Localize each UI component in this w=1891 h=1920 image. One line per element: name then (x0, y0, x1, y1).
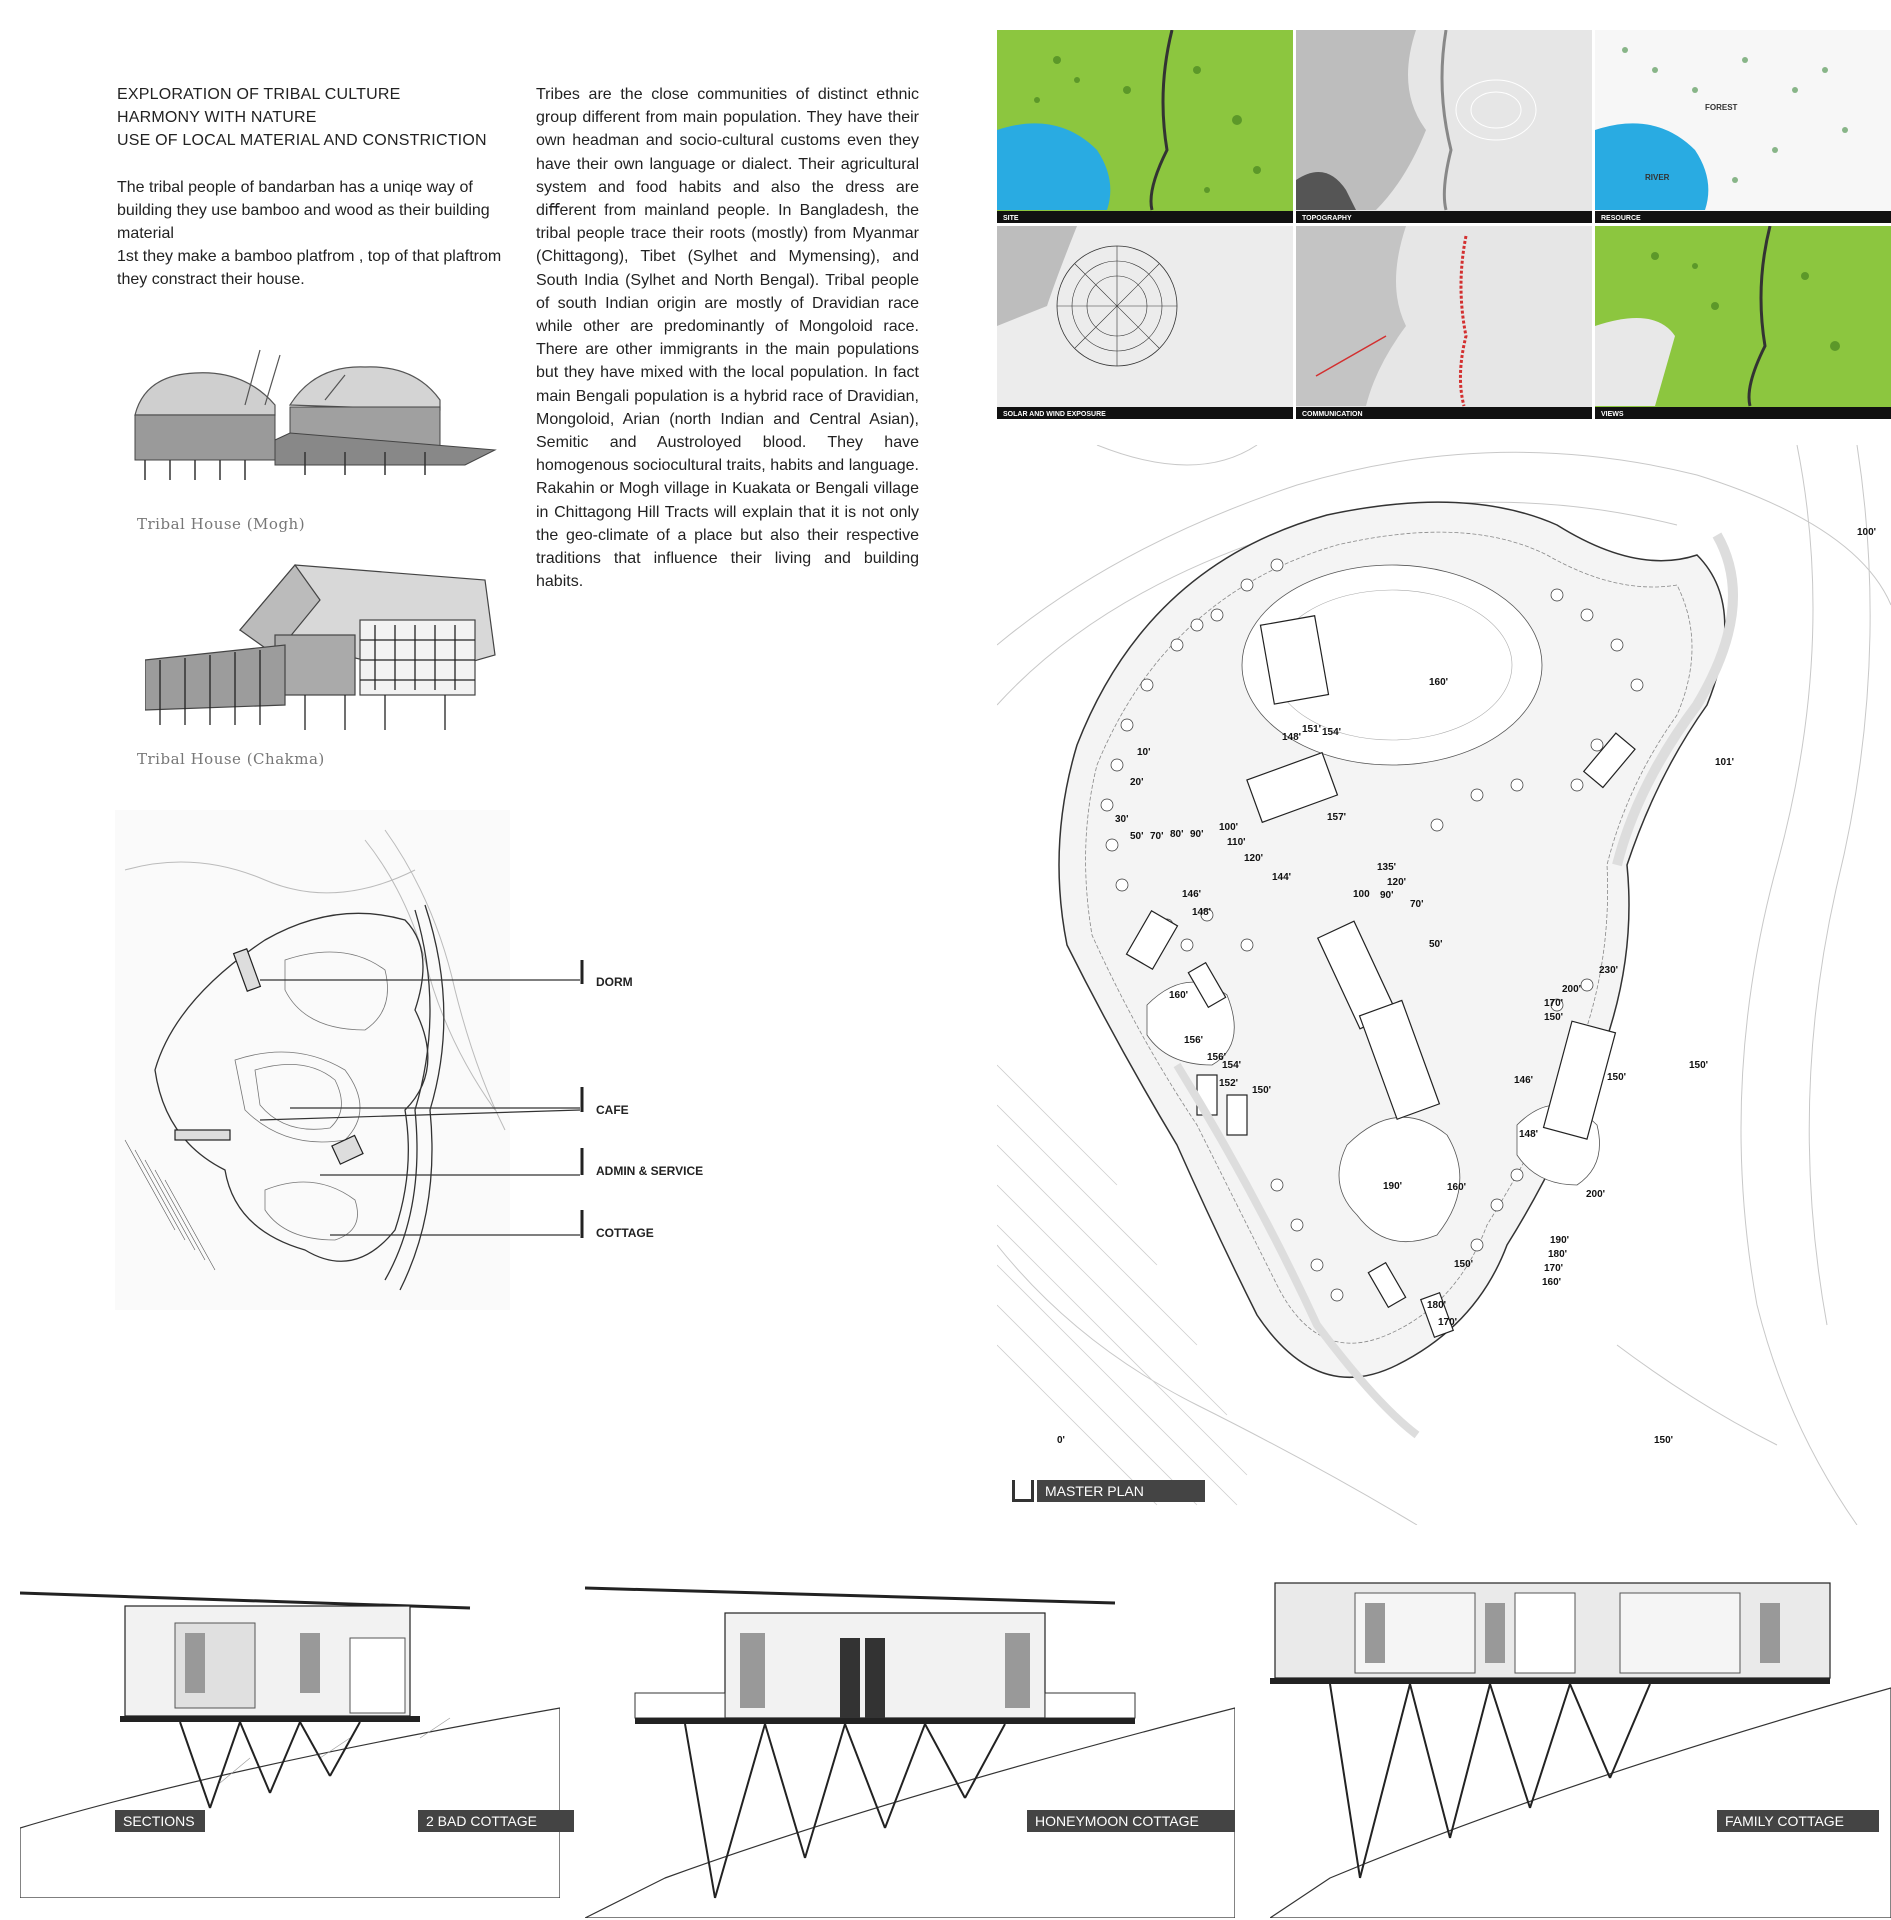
dorm-label: DORM (596, 975, 633, 989)
level-label: 80' (1170, 829, 1184, 840)
level-label: 70' (1150, 831, 1164, 842)
level-label: 148' (1519, 1129, 1539, 1140)
level-label: 156' (1207, 1052, 1227, 1063)
level-label: 154' (1222, 1060, 1242, 1071)
level-label: 100' (1219, 822, 1239, 833)
level-label: 148' (1192, 907, 1212, 918)
level-label: 160' (1542, 1277, 1562, 1288)
master-plan-drawing (997, 445, 1891, 1525)
level-label: 70' (1410, 899, 1424, 910)
level-label: 156' (1184, 1035, 1204, 1046)
level-label: 144' (1272, 872, 1292, 883)
level-label: 110' (1227, 837, 1246, 848)
level-label: 157' (1327, 812, 1347, 823)
views-panel-caption: VIEWS (1601, 411, 1624, 418)
two-bed-cottage-section (20, 1578, 560, 1898)
river-label: RIVER (1645, 173, 1670, 182)
intro-text (117, 176, 502, 291)
level-label: 151' (1302, 724, 1322, 735)
forest-label: FOREST (1705, 103, 1738, 112)
level-label: 160' (1447, 1182, 1467, 1193)
level-label: 146' (1182, 889, 1202, 900)
communication-analysis-panel (1296, 226, 1592, 419)
heading-line-2: HARMONY WITH NATURE (117, 109, 317, 126)
solar-wind-analysis-panel (997, 226, 1293, 419)
mogh-house-caption: Tribal House (Mogh) (137, 515, 306, 533)
site-analysis-panel (997, 30, 1293, 223)
solar-wind-panel-caption: SOLAR AND WIND EXPOSURE (1003, 411, 1106, 418)
views-analysis-panel (1595, 226, 1891, 419)
level-label: 30' (1115, 814, 1129, 825)
level-label: 190' (1550, 1235, 1570, 1246)
level-label: 150' (1689, 1060, 1709, 1071)
level-label: 190' (1383, 1181, 1403, 1192)
level-label: 200' (1562, 984, 1582, 995)
level-label: 170' (1438, 1317, 1458, 1328)
level-label: 150' (1454, 1259, 1474, 1270)
resource-panel-caption: RESOURCE (1601, 215, 1641, 222)
level-label: 100 (1353, 889, 1370, 900)
topography-analysis-panel (1296, 30, 1592, 223)
level-label: 160' (1429, 677, 1449, 688)
heading-line-3: USE OF LOCAL MATERIAL AND CONSTRICTION (117, 132, 487, 149)
communication-panel-caption: COMMUNICATION (1302, 411, 1363, 418)
mogh-house-sketch (125, 345, 505, 490)
level-label: 0' (1057, 1435, 1065, 1446)
topography-panel-caption: TOPOGRAPHY (1302, 215, 1352, 222)
level-label: 152' (1219, 1078, 1239, 1089)
essay-text: Tribes are the close communities of distinct ethnic group different from main population. They have their own headman and socio-cultural customs even they have their own language or dialect. Their agricultural system and food habits and also the dress are diﬀerent from mainland people. In Bangladesh, the tribal people trace their roots (mostly) from Myanmar (Chittagong), Tibet (Sylhet and Mymensing), and South India (Sylhet and North Bengal). Tribal people of south Indian origin are mostly of Dravidian race while other are predominantly of Mongoloid race. There are other immigrants in the main populations but they have mixed with the local population. In fact main Bengali population is a hybrid race of Dravidian, Mongoloid, Arian (north Indian and Central Asian), Semitic and Austroloyed blood. They have homogenous sociocultural traits, habits and language. Rakahin or Mogh village in Kuakata or Bengali village in Chittagong Hill Tracts will explain that it is not only the geo-climate of a place but also their respective traditions that influence their living and building habits. (536, 86, 919, 591)
level-label: 10' (1137, 747, 1151, 758)
level-label: 200' (1586, 1189, 1606, 1200)
level-label: 20' (1130, 777, 1144, 788)
intro-paragraph-1: The tribal people of bandarban has a uniqe way of building they use bamboo and wood as their building material (117, 179, 490, 242)
level-label: 150' (1654, 1435, 1674, 1446)
level-label: 120' (1387, 877, 1407, 888)
level-label: 180' (1427, 1300, 1447, 1311)
sections-tab: SECTIONS (115, 1810, 205, 1832)
honeymoon-cottage-label: HONEYMOON COTTAGE (1027, 1810, 1235, 1832)
intro-paragraph-2: 1st they make a bamboo platfrom , top of that plaftrom they constract their house. (117, 248, 502, 288)
level-label: 148' (1282, 732, 1302, 743)
sketch-leader-lines (260, 950, 590, 1240)
level-label: 230' (1599, 965, 1619, 976)
master-plan-title: MASTER PLAN (1037, 1480, 1205, 1502)
cafe-label: CAFE (596, 1103, 629, 1117)
level-label: 90' (1380, 890, 1394, 901)
two-bed-cottage-label: 2 BAD COTTAGE (418, 1810, 574, 1832)
level-label: 150' (1252, 1085, 1272, 1096)
level-label: 101' (1715, 757, 1735, 768)
level-label: 170' (1544, 998, 1564, 1009)
master-plan-tab-icon (1012, 1480, 1034, 1502)
site-panel-caption: SITE (1003, 215, 1019, 222)
admin-service-label: ADMIN & SERVICE (596, 1164, 704, 1178)
level-label: 120' (1244, 853, 1264, 864)
family-cottage-section (1270, 1578, 1891, 1918)
level-label: 160' (1169, 990, 1189, 1001)
cottage-label: COTTAGE (596, 1226, 654, 1240)
level-label: 90' (1190, 829, 1204, 840)
chakma-house-caption: Tribal House (Chakma) (137, 750, 325, 768)
level-label: 50' (1429, 939, 1443, 950)
resource-analysis-panel (1595, 30, 1891, 223)
headings-block (117, 83, 517, 152)
level-label: 170' (1544, 1263, 1564, 1274)
honeymoon-cottage-section (585, 1578, 1235, 1918)
level-label: 100' (1857, 527, 1877, 538)
level-label: 150' (1607, 1072, 1627, 1083)
level-label: 150' (1544, 1012, 1564, 1023)
family-cottage-label: FAMILY COTTAGE (1717, 1810, 1879, 1832)
level-label: 146' (1514, 1075, 1534, 1086)
level-label: 50' (1130, 831, 1144, 842)
level-label: 154' (1322, 727, 1342, 738)
heading-line-1: EXPLORATION OF TRIBAL CULTURE (117, 86, 401, 103)
chakma-house-sketch (145, 560, 505, 735)
level-label: 135' (1377, 862, 1397, 873)
level-label: 180' (1548, 1249, 1568, 1260)
